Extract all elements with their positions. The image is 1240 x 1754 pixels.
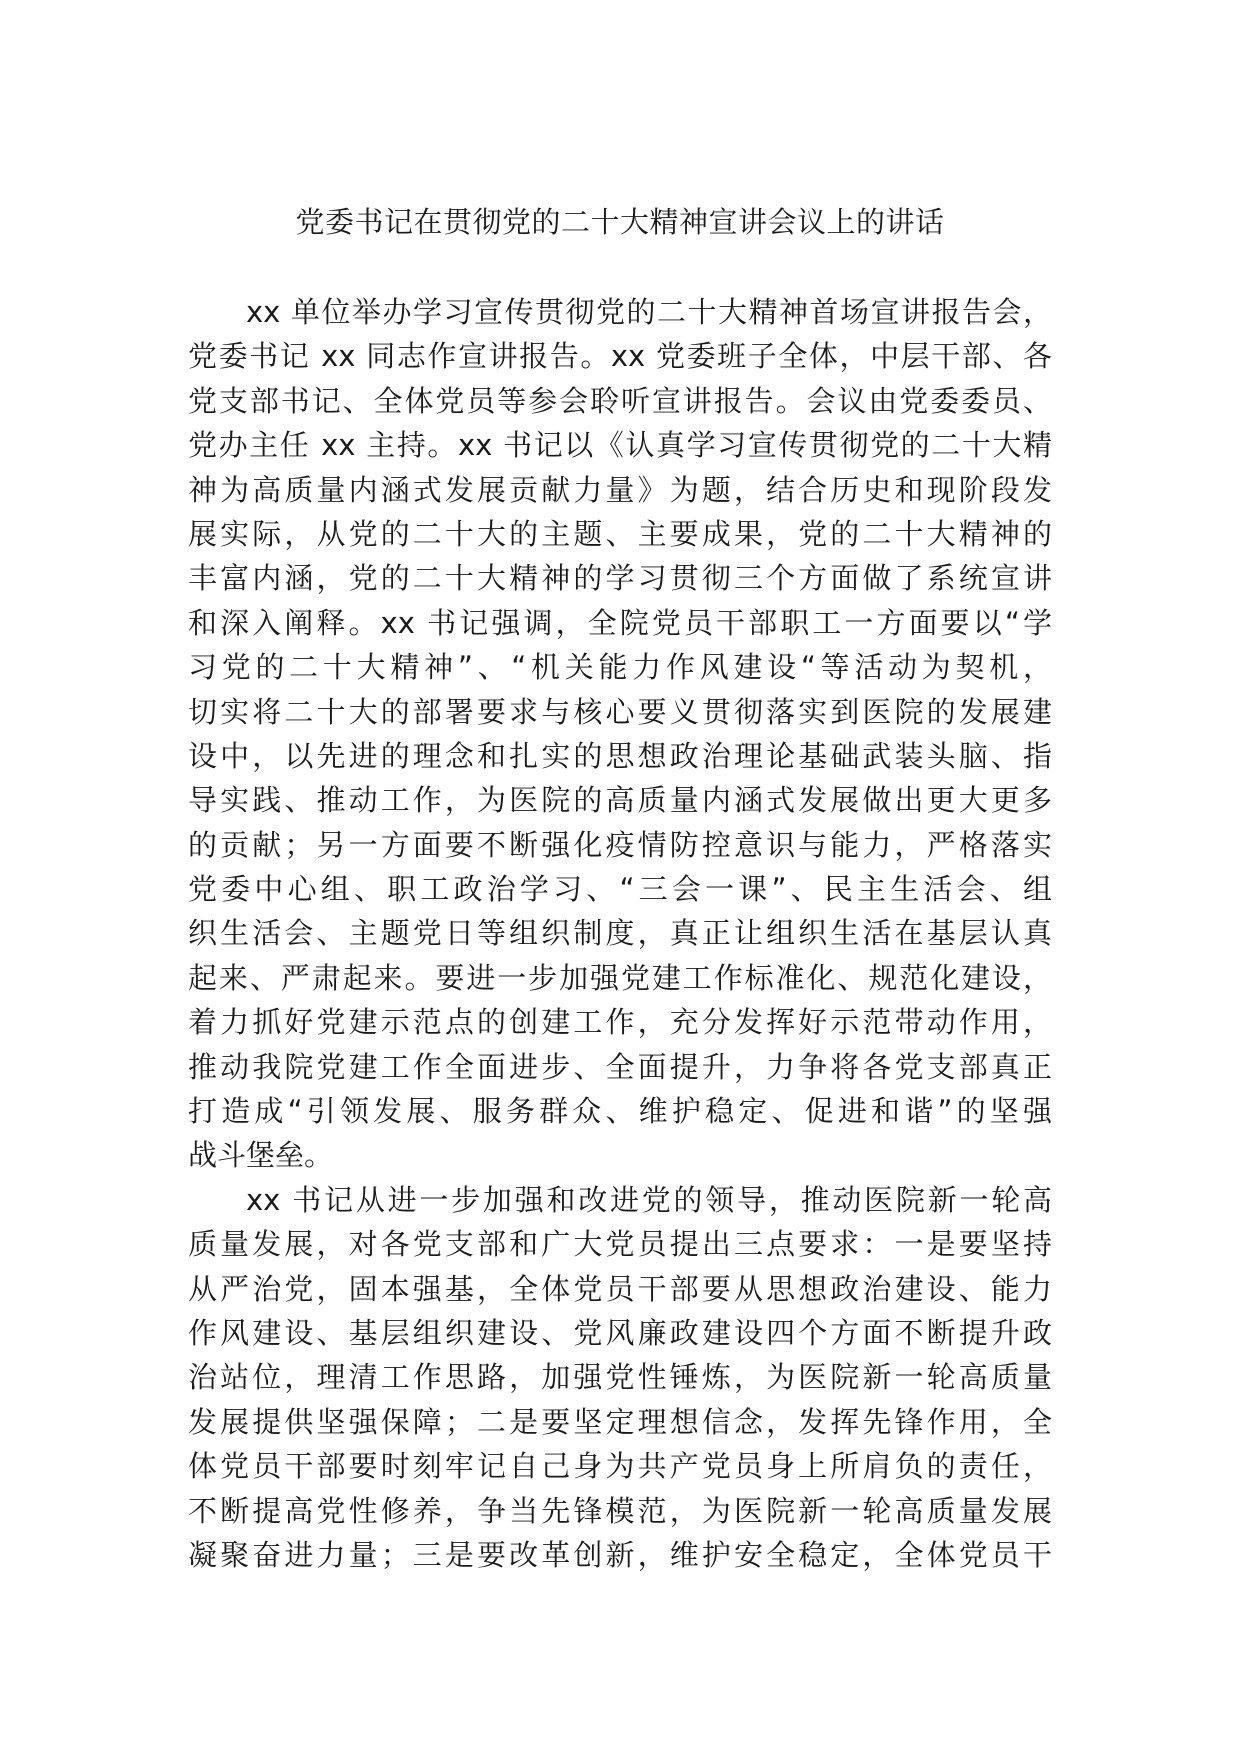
paragraph-line: 丰富内涵，党的二十大精神的学习贯彻三个方面做了系统宣讲	[188, 561, 1052, 596]
paragraph-line: 战斗堡垒。	[188, 1138, 334, 1173]
paragraph-line: 从严治党，固本强基，全体党员干部要从思想政治建设、能力	[188, 1271, 1052, 1306]
paragraph-line: 习党的二十大精神”、“机关能力作风建设“等活动为契机，	[188, 650, 1052, 685]
paragraph-line: xx 单位举办学习宣传贯彻党的二十大精神首场宣讲报告会，	[246, 295, 1052, 329]
paragraph-line: 治站位，理清工作思路，加强党性锤炼，为医院新一轮高质量	[188, 1360, 1052, 1395]
paragraph-line: 切实将二十大的部署要求与核心要义贯彻落实到医院的发展建	[188, 694, 1052, 729]
paragraph-line: 起来、严肃起来。要进一步加强党建工作标准化、规范化建设，	[188, 960, 1052, 995]
paragraph-line: 体党员干部要时刻牢记自己身为共产党员身上所肩负的责任，	[188, 1449, 1052, 1484]
paragraph-line: 作风建设、基层组织建设、党风廉政建设四个方面不断提升政	[188, 1315, 1052, 1350]
paragraph-line: 党办主任 xx 主持。xx 书记以《认真学习宣传贯彻党的二十大精	[188, 428, 1052, 463]
paragraph-line: 设中，以先进的理念和扎实的思想政治理论基础武装头脑、指	[188, 738, 1052, 773]
paragraph-line: 展实际，从党的二十大的主题、主要成果，党的二十大精神的	[188, 516, 1052, 551]
paragraph-2	[188, 1178, 1052, 1578]
paragraph-line: 导实践、推动工作，为医院的高质量内涵式发展做出更大更多	[188, 783, 1052, 818]
paragraph-line: 凝聚奋进力量；三是要改革创新，维护安全稳定，全体党员干	[188, 1537, 1052, 1572]
paragraph-line: 发展提供坚强保障；二是要坚定理想信念，发挥先锋作用，全	[188, 1404, 1052, 1439]
paragraph-line: 打造成“引领发展、服务群众、维护稳定、促进和谐”的坚强	[188, 1094, 1052, 1129]
document-title: 党委书记在贯彻党的二十大精神宣讲会议上的讲话	[295, 205, 945, 239]
paragraph-line: 质量发展，对各党支部和广大党员提出三点要求：一是要坚持	[188, 1227, 1052, 1262]
paragraph-line: 党支部书记、全体党员等参会聆听宣讲报告。会议由党委委员、	[188, 383, 1052, 418]
paragraph-line: 不断提高党性修养，争当先锋模范，为医院新一轮高质量发展	[188, 1493, 1052, 1528]
paragraph-line: 着力抓好党建示范点的创建工作，充分发挥好示范带动作用，	[188, 1005, 1052, 1040]
paragraph-line: 织生活会、主题党日等组织制度，真正让组织生活在基层认真	[188, 916, 1052, 951]
paragraph-line: 党委书记 xx 同志作宣讲报告。xx 党委班子全体，中层干部、各	[188, 339, 1052, 374]
paragraph-line: 神为高质量内涵式发展贡献力量》为题，结合历史和现阶段发	[188, 472, 1052, 507]
paragraph-line: 的贡献；另一方面要不断强化疫情防控意识与能力，严格落实	[188, 827, 1052, 862]
paragraph-line: 和深入阐释。xx 书记强调，全院党员干部职工一方面要以“学	[188, 605, 1052, 640]
document-body	[188, 290, 1052, 1577]
paragraph-line: 党委中心组、职工政治学习、“三会一课”、民主生活会、组	[188, 872, 1052, 907]
paragraph-1	[188, 290, 1052, 1178]
paragraph-line: 推动我院党建工作全面进步、全面提升，力争将各党支部真正	[188, 1049, 1052, 1084]
paragraph-line: xx 书记从进一步加强和改进党的领导，推动医院新一轮高	[246, 1182, 1052, 1217]
